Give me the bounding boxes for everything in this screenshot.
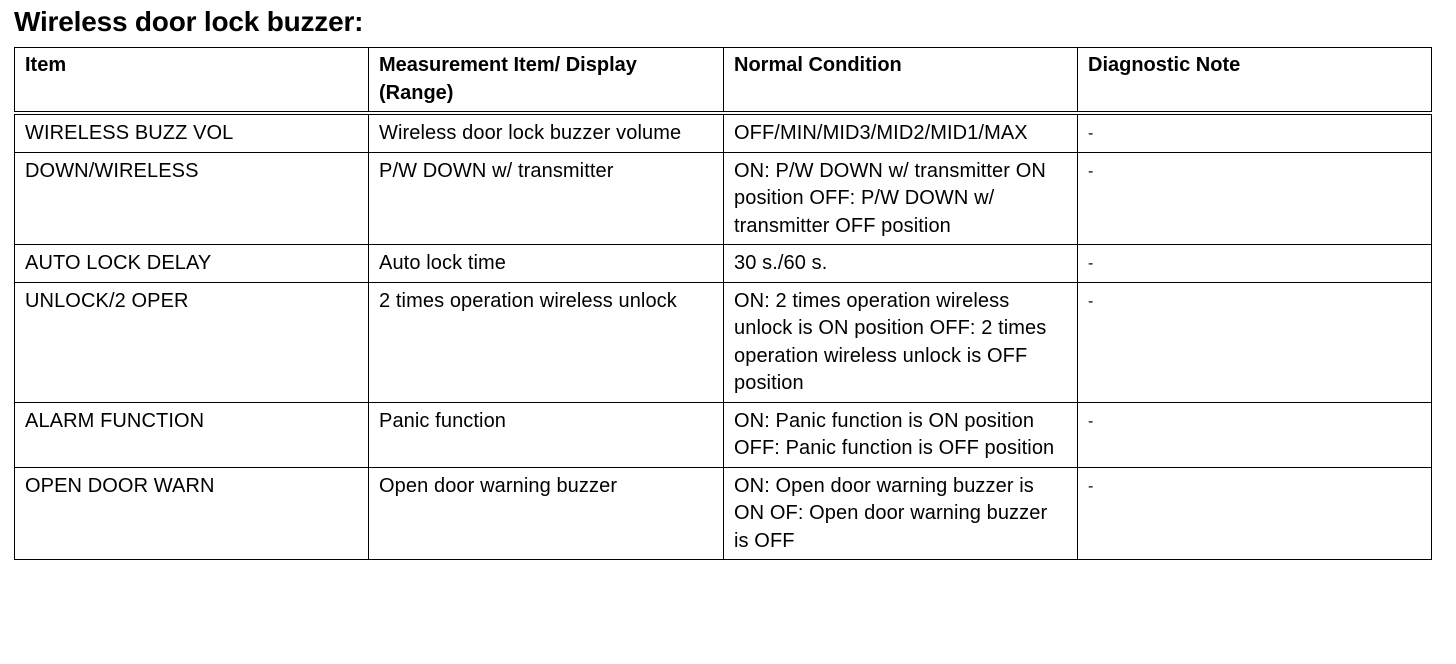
table-row bbox=[15, 467, 1432, 560]
diagnostic-note-cell: - bbox=[1078, 152, 1432, 245]
table-row bbox=[15, 245, 1432, 283]
table-row bbox=[15, 402, 1432, 467]
measurement-cell: P/W DOWN w/ transmitter bbox=[369, 152, 724, 245]
diagnostic-note-cell: - bbox=[1078, 282, 1432, 402]
page-title: Wireless door lock buzzer: bbox=[14, 6, 364, 37]
normal-condition-cell: ON: 2 times operation wireless unlock is ON position OFF: 2 times operation wireless unlock is OFF position bbox=[724, 282, 1078, 402]
measurement-cell: Auto lock time bbox=[369, 245, 724, 283]
measurement-cell: Wireless door lock buzzer volume bbox=[369, 113, 724, 152]
measurement-cell: Panic function bbox=[369, 402, 724, 467]
column-header-item: Item bbox=[15, 48, 369, 114]
column-header-normal-condition: Normal Condition bbox=[724, 48, 1078, 114]
column-header-diagnostic-note: Diagnostic Note bbox=[1078, 48, 1432, 114]
diagnostic-note-cell: - bbox=[1078, 402, 1432, 467]
normal-condition-cell: ON: Open door warning buzzer is ON OF: Open door warning buzzer is OFF bbox=[724, 467, 1078, 560]
diagnostic-table bbox=[14, 47, 1432, 560]
measurement-cell: 2 times operation wireless unlock bbox=[369, 282, 724, 402]
item-cell: OPEN DOOR WARN bbox=[15, 467, 369, 560]
table-row bbox=[15, 113, 1432, 152]
table-header-row bbox=[15, 48, 1432, 114]
item-cell: ALARM FUNCTION bbox=[15, 402, 369, 467]
column-header-measurement: Measurement Item/ Display (Range) bbox=[369, 48, 724, 114]
table-row bbox=[15, 152, 1432, 245]
table-row bbox=[15, 282, 1432, 402]
measurement-cell: Open door warning buzzer bbox=[369, 467, 724, 560]
normal-condition-cell: ON: P/W DOWN w/ transmitter ON position OFF: P/W DOWN w/ transmitter OFF position bbox=[724, 152, 1078, 245]
item-cell: DOWN/WIRELESS bbox=[15, 152, 369, 245]
diagnostic-note-cell: - bbox=[1078, 467, 1432, 560]
diagnostic-note-cell: - bbox=[1078, 113, 1432, 152]
diagnostic-note-cell: - bbox=[1078, 245, 1432, 283]
normal-condition-cell: 30 s./60 s. bbox=[724, 245, 1078, 283]
normal-condition-cell: OFF/MIN/MID3/MID2/MID1/MAX bbox=[724, 113, 1078, 152]
item-cell: AUTO LOCK DELAY bbox=[15, 245, 369, 283]
normal-condition-cell: ON: Panic function is ON position OFF: Panic function is OFF position bbox=[724, 402, 1078, 467]
item-cell: UNLOCK/2 OPER bbox=[15, 282, 369, 402]
item-cell: WIRELESS BUZZ VOL bbox=[15, 113, 369, 152]
